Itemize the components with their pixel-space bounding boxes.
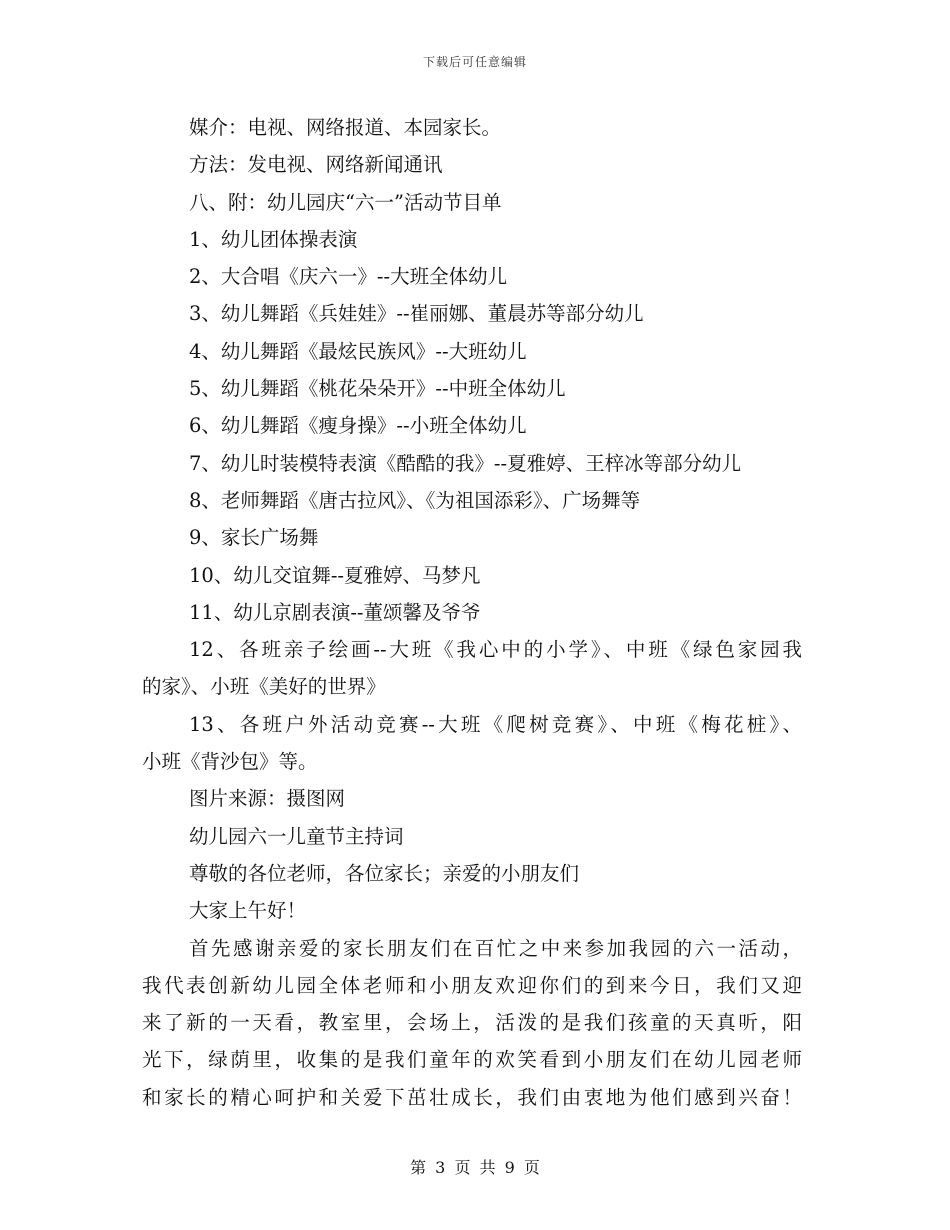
program-item: 5、幼儿舞蹈《桃花朵朵开》--中班全体幼儿 [189,377,566,401]
paragraph-line: 和家长的精心呵护和关爱下茁壮成长，我们由衷地为他们感到兴奋！ [142,1085,802,1109]
program-item: 9、家长广场舞 [189,526,319,550]
program-item: 1、幼儿团体操表演 [189,227,358,251]
speech-greeting: 尊敬的各位老师，各位家长；亲爱的小朋友们 [189,861,580,885]
program-item: 7、幼儿时装模特表演《酷酷的我》--夏雅婷、王梓冰等部分幼儿 [189,451,742,475]
program-item: 4、幼儿舞蹈《最炫民族风》--大班幼儿 [189,339,527,363]
speech-title: 幼儿园六一儿童节主持词 [189,824,404,848]
paragraph-line: 光下，绿荫里，收集的是我们童年的欢笑看到小朋友们在幼儿园老师 [142,1048,802,1072]
paragraph-line: 我代表创新幼儿园全体老师和小朋友欢迎你们的到来今日，我们又迎 [142,973,802,997]
page-header: 下载后可任意编辑 [422,55,527,69]
document-body [142,109,802,1116]
page-number: 第 3 页 共 9 页 [410,1158,540,1177]
text-line: 媒介：电视、网络报道、本园家长。 [189,116,502,139]
paragraph-line: 来了新的一天看，教室里，会场上，活泼的是我们孩童的天真听，阳 [142,1011,802,1035]
program-item: 2、大合唱《庆六一》--大班全体幼儿 [189,265,508,289]
section-heading: 八、附：幼儿园庆“六一”活动节目单 [189,190,502,214]
image-source-note: 图片来源：摄图网 [189,787,346,811]
program-item: 11、幼儿京剧表演--董颂馨及爷爷 [189,600,481,624]
program-item-continuation: 的家》、小班《美好的世界》 [142,675,386,699]
program-item: 13、各班户外活动竞赛--大班《爬树竞赛》、中班《梅花桩》、 [189,712,802,736]
program-item-continuation: 小班《背沙包》等。 [142,750,318,774]
program-item: 6、幼儿舞蹈《瘦身操》--小班全体幼儿 [189,414,527,438]
program-item: 12、各班亲子绘画--大班《我心中的小学》、中班《绿色家园我 [189,638,802,662]
program-item: 3、幼儿舞蹈《兵娃娃》--崔丽娜、董晨苏等部分幼儿 [189,302,644,326]
program-item: 8、老师舞蹈《唐古拉风》、《为祖国添彩》、广场舞等 [189,488,641,512]
paragraph-line: 首先感谢亲爱的家长朋友们在百忙之中来参加我园的六一活动， [189,936,802,960]
speech-greeting: 大家上午好！ [189,899,307,923]
program-item: 10、幼儿交谊舞--夏雅婷、马梦凡 [189,563,481,587]
text-line: 方法：发电视、网络新闻通讯 [189,153,443,177]
